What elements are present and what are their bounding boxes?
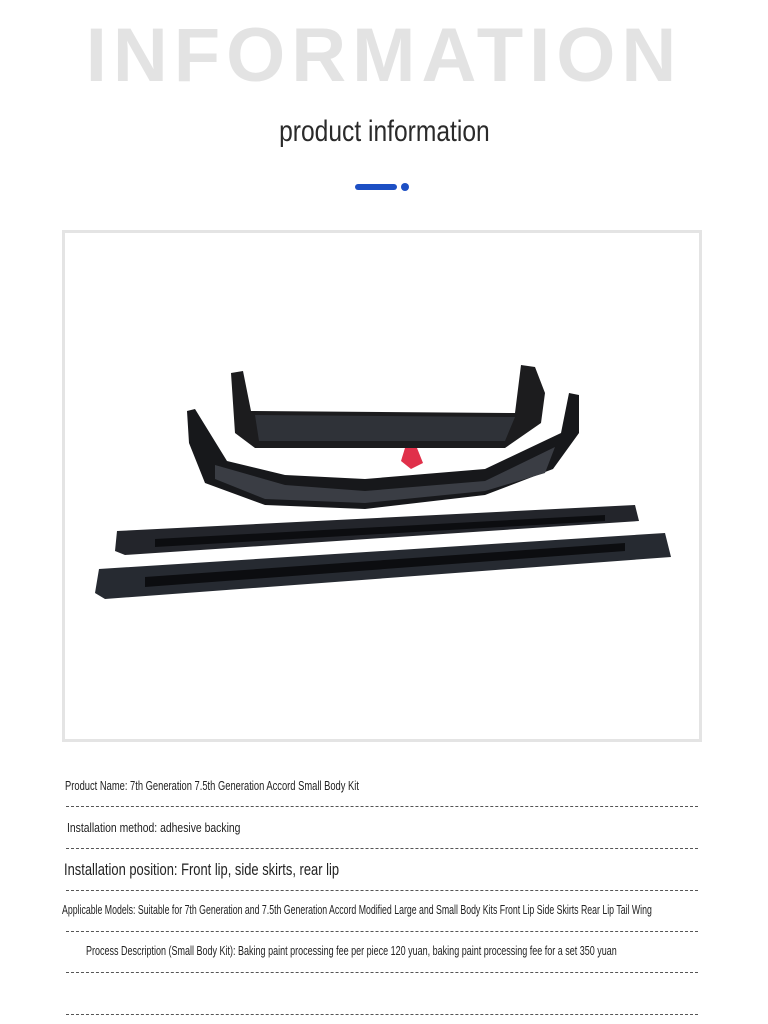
divider bbox=[66, 890, 698, 891]
page-title-text: product information bbox=[278, 115, 490, 148]
divider bbox=[66, 972, 698, 973]
spec-process-description bbox=[62, 944, 702, 958]
spec-text: Product Name: 7th Generation 7.5th Generation Accord Small Body Kit bbox=[65, 778, 359, 793]
accent-bar bbox=[355, 184, 397, 190]
page-title bbox=[0, 112, 768, 152]
divider bbox=[66, 848, 698, 849]
divider bbox=[66, 806, 698, 807]
divider bbox=[66, 1014, 698, 1015]
spec-applicable-models bbox=[62, 903, 702, 917]
spec-installation-position bbox=[62, 860, 702, 880]
spec-text: Installation method: adhesive backing bbox=[67, 820, 241, 835]
divider bbox=[66, 931, 698, 932]
spec-text: Installation position: Front lip, side skirts, rear lip bbox=[64, 860, 340, 879]
body-kit-photo-icon bbox=[65, 233, 699, 739]
spec-installation-method bbox=[62, 820, 702, 835]
spec-text: Process Description (Small Body Kit): Baking paint processing fee per piece 120 yuan, baking paint processing fee for a set 350 yuan bbox=[86, 944, 617, 958]
product-photo bbox=[62, 230, 702, 742]
accent-dot bbox=[401, 183, 409, 191]
spec-product-name bbox=[62, 778, 702, 793]
background-heading: INFORMATION bbox=[85, 13, 683, 98]
spec-text: Applicable Models: Suitable for 7th Generation and 7.5th Generation Accord Modified Large and Small Body Kits Front Lip Side Skirts Rear Lip Tail Wing bbox=[62, 903, 652, 917]
